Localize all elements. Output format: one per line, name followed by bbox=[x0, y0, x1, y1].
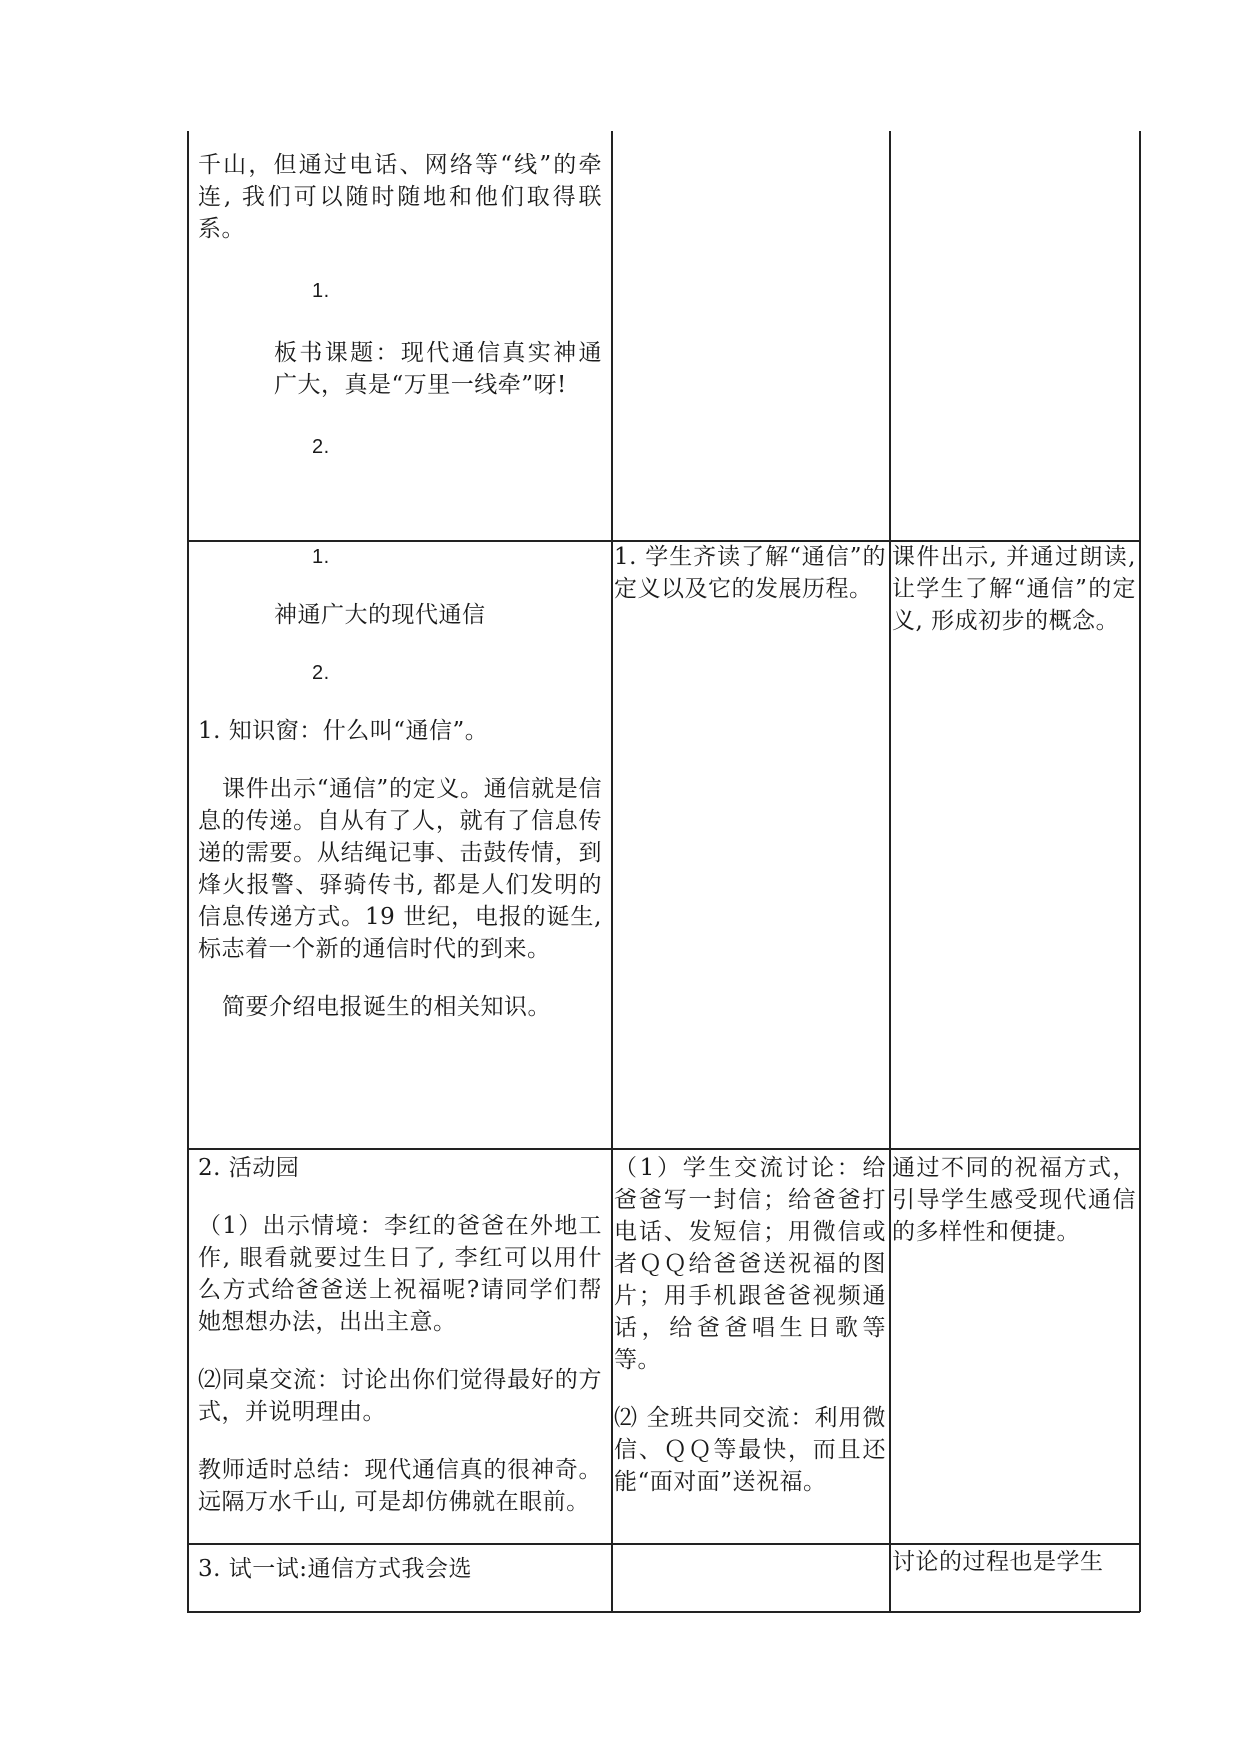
try-it-heading: 3. 试一试:通信方式我会选 bbox=[198, 1556, 473, 1582]
row3-col3 bbox=[892, 1152, 1136, 1248]
table-border-right bbox=[1139, 131, 1141, 1612]
list-number: 2. bbox=[312, 436, 330, 458]
teacher-summary: 教师适时总结：现代通信真的很神奇。远隔万水千山, 可是却仿佛就在眼前。 bbox=[198, 1457, 602, 1515]
row1-col1 bbox=[198, 149, 602, 463]
row3-col2 bbox=[614, 1152, 886, 1498]
situation-paragraph: （1）出示情境：李红的爸爸在外地工作, 眼看就要过生日了, 李红可以用什么方式给爸爸送上祝福呢?请同学们帮她想想办法，出出主意。 bbox=[198, 1213, 602, 1335]
telegraph-intro: 简要介绍电报诞生的相关知识。 bbox=[222, 994, 551, 1020]
design-intent: 讨论的过程也是学生 bbox=[892, 1549, 1104, 1575]
row2-col1 bbox=[198, 541, 602, 1023]
list-number: 2. bbox=[312, 662, 330, 684]
row2-col3 bbox=[892, 541, 1136, 637]
row4-col3 bbox=[892, 1546, 1136, 1578]
board-title: 板书课题：现代通信真实神通广大，真是“万里一线牵”呀! bbox=[274, 340, 602, 398]
class-exchange: ⑵ 全班共同交流：利用微信、ＱＱ等最快，而且还能“面对面”送祝福。 bbox=[614, 1405, 886, 1495]
table-border-left bbox=[187, 131, 189, 1612]
row-divider-2 bbox=[187, 1148, 1140, 1150]
list-number: 1. bbox=[312, 280, 330, 302]
intro-paragraph: 千山，但通过电话、网络等“线”的牵连, 我们可以随时随地和他们取得联系。 bbox=[198, 152, 602, 242]
student-activity: 1. 学生齐读了解“通信”的定义以及它的发展历程。 bbox=[614, 544, 886, 602]
column-divider-1 bbox=[611, 131, 613, 1612]
definition-paragraph: 课件出示“通信”的定义。通信就是信息的传递。自从有了人，就有了信息传递的需要。从结绳记事、击鼓传情，到烽火报警、驿骑传书, 都是人们发明的信息传递方式。19 世纪，电报的诞生, 标志着一个新的通信时代的到来。 bbox=[198, 776, 602, 962]
row-divider-3 bbox=[187, 1543, 1140, 1545]
activity-heading: 2. 活动园 bbox=[198, 1155, 300, 1181]
column-divider-2 bbox=[889, 131, 891, 1612]
table-border-bottom bbox=[187, 1611, 1140, 1613]
row2-col2 bbox=[614, 541, 886, 605]
knowledge-window: 1. 知识窗：什么叫“通信”。 bbox=[198, 718, 489, 744]
list-number: 1. bbox=[312, 546, 330, 568]
row4-col1 bbox=[198, 1553, 602, 1585]
deskmate-exchange: ⑵同桌交流：讨论出你们觉得最好的方式，并说明理由。 bbox=[198, 1367, 602, 1425]
design-intent: 通过不同的祝福方式，引导学生感受现代通信的多样性和便捷。 bbox=[892, 1155, 1136, 1245]
row3-col1 bbox=[198, 1152, 602, 1518]
section-heading: 神通广大的现代通信 bbox=[274, 602, 486, 628]
student-discussion: （1）学生交流讨论：给爸爸写一封信；给爸爸打电话、发短信；用微信或者ＱＱ给爸爸送祝福的图片；用手机跟爸爸视频通话，给爸爸唱生日歌等等。 bbox=[614, 1155, 886, 1373]
design-intent: 课件出示, 并通过朗读, 让学生了解“通信”的定义, 形成初步的概念。 bbox=[892, 544, 1136, 634]
